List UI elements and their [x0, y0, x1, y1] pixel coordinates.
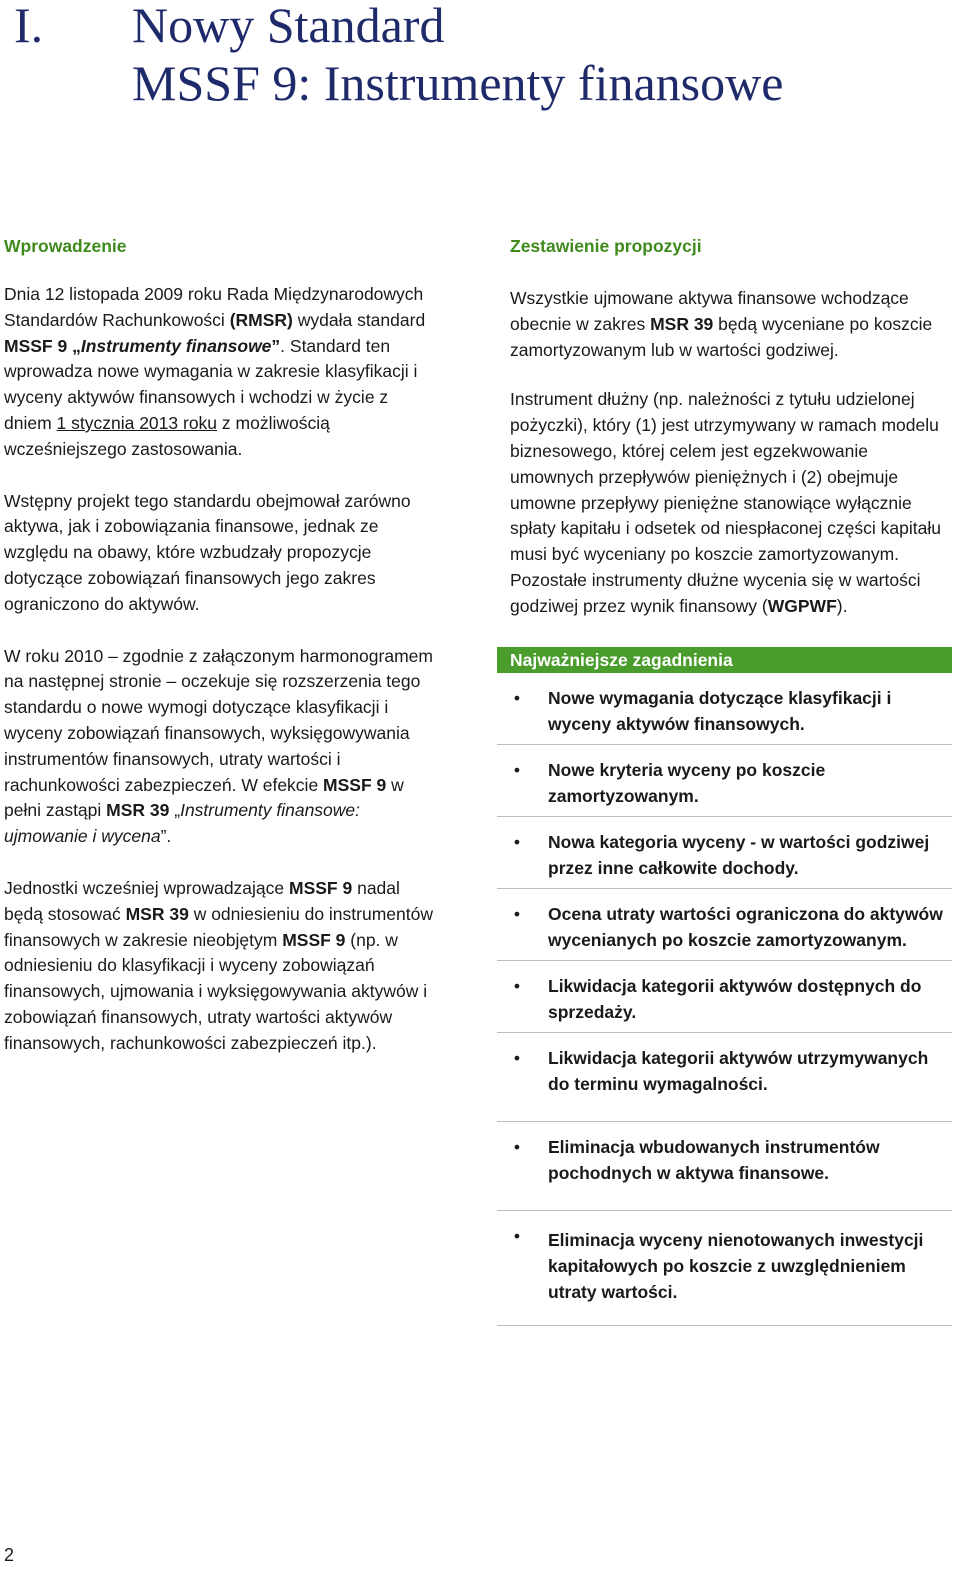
key-issues-banner: Najważniejsze zagadnienia [497, 647, 952, 673]
list-item-text: Eliminacja wyceny nienotowanych inwestycji kapitałowych po koszcie z uwzględnieniem utraty wartości. [548, 1229, 924, 1302]
list-item-text: Ocena utraty wartości ograniczona do aktywów wycenianych po koszcie zamortyzowanym. [548, 903, 943, 950]
list-item-text: Nowe wymagania dotyczące klasyfikacji i wyceny aktywów finansowych. [548, 687, 892, 734]
text-run-bold: MSSF 9 [289, 877, 353, 898]
text-run-bold: MSR 39 [106, 800, 170, 821]
page-number: 2 [4, 1545, 15, 1565]
bullet-icon: • [513, 1047, 521, 1068]
text-run: w pełni zastąpi [4, 774, 404, 821]
text-run: . Standard ten wprowadza nowe wymagania w zakresie klasyfikacji i wyceny aktywów finansowych i wchodzi w życie z dniem [4, 335, 418, 433]
text-run-bold: WGPWF [767, 595, 837, 616]
list-item [497, 1211, 952, 1326]
bullet-icon: • [513, 831, 521, 852]
section-heading-proposals: Zestawienie propozycji [510, 236, 702, 256]
text-run-italic: Instrumenty finansowe: ujmowanie i wycena [4, 800, 361, 847]
right-column [497, 234, 952, 1326]
text-run: nadal będą stosować [4, 877, 400, 924]
text-run-bold: MSSF 9 [323, 774, 387, 795]
bullet-icon: • [513, 903, 521, 924]
text-run-underlined: 1 stycznia 2013 roku [56, 412, 218, 433]
list-item [497, 817, 952, 889]
left-column [4, 234, 440, 1083]
text-run: będą wyceniane po koszcie zamortyzowanym lub w wartości godziwej. [510, 313, 933, 360]
proposals-paragraph-2 [510, 387, 952, 619]
list-item [497, 673, 952, 745]
intro-paragraph-4 [4, 876, 440, 1057]
key-issues-list [497, 673, 952, 1326]
list-item [497, 889, 952, 961]
text-run: Dnia 12 listopada 2009 roku Rada Międzynarodowych Standardów Rachunkowości [4, 284, 424, 330]
list-item-text: Likwidacja kategorii aktywów utrzymywanych do terminu wymagalności. [548, 1047, 929, 1094]
text-run-bold: MSSF 9 [282, 929, 346, 950]
text-run: ”. [160, 826, 172, 847]
chapter-number: I. [14, 0, 44, 53]
text-run: ). [836, 595, 848, 616]
title-lines [132, 0, 783, 112]
intro-paragraph-2: Wstępny projekt tego standardu obejmował zarówno aktywa, jak i zobowiązania finansowe, jednak ze względu na obawy, które wzbudzały propozycje dotyczące zobowiązań finansowych jego zakres ograniczono do aktywów. [4, 490, 411, 614]
text-run: Jednostki wcześniej wprowadzające [4, 877, 289, 898]
list-item [497, 745, 952, 817]
list-item [497, 1033, 952, 1122]
text-run-bold: (RMSR) [229, 309, 293, 330]
list-item [497, 961, 952, 1033]
text-run: (np. w odniesieniu do klasyfikacji i wyceny zobowiązań finansowych, ujmowania i wyksięgowywania aktywów i zobowiązań finansowych, utraty wartości aktywów finansowych, rachunkowości zabezpieczeń itp.). [4, 929, 428, 1053]
bullet-icon: • [513, 975, 521, 996]
text-run-bold: MSR 39 [650, 313, 714, 334]
text-run: W roku 2010 – zgodnie z załączonym harmonogramem na następnej stronie – oczekuje się rozszerzenia tego standardu o nowe wymogi dotyczące klasyfikacji i wyceny zobowiązań finansowych, wyksięgowywania instrumentów finansowych, utraty wartości i rachunkowości zabezpieczeń. W efekcie [4, 645, 433, 795]
text-run: „ [169, 800, 181, 821]
bullet-icon: • [513, 1136, 521, 1157]
text-run-bold-italic: Instrumenty finansowe [80, 335, 272, 356]
bullet-icon: • [513, 759, 521, 780]
text-run: w odniesieniu do instrumentów finansowych w zakresie nieobjętym [4, 903, 433, 950]
text-run-bold: MSR 39 [125, 903, 189, 924]
list-item [497, 1122, 952, 1211]
text-run: Wszystkie ujmowane aktywa finansowe wchodzące obecnie w zakres [510, 288, 909, 334]
title-line-1: Nowy Standard [132, 0, 445, 53]
list-item-text: Nowa kategoria wyceny - w wartości godziwej przez inne całkowite dochody. [548, 831, 930, 878]
bullet-icon: • [513, 687, 521, 708]
list-item-text: Likwidacja kategorii aktywów dostępnych do sprzedaży. [548, 975, 922, 1022]
list-item-text: Eliminacja wbudowanych instrumentów pochodnych w aktywa finansowe. [548, 1136, 880, 1183]
intro-paragraph-1 [4, 282, 440, 463]
title-line-2: MSSF 9: Instrumenty finansowe [132, 55, 784, 111]
text-run-bold: MSSF 9 „ [4, 335, 81, 356]
text-run: wydała standard [292, 309, 426, 330]
text-run: z możliwością wcześniejszego zastosowania. [4, 412, 330, 459]
list-item-text: Nowe kryteria wyceny po koszcie zamortyzowanym. [548, 759, 826, 806]
proposals-paragraph-1 [510, 286, 952, 363]
text-run: Instrument dłużny (np. należności z tytułu udzielonej pożyczki), który (1) jest utrzymywany w ramach modelu biznesowego, której celem jest egzekwowanie umownych przepływów pieniężnych i (2) obejmuje umowne przepływy pieniężne stanowiące wyłącznie spłaty kapitału i odsetek od niespłaconej części kapitału musi być wyceniany po koszcie zamortyzowanym. Pozostałe instrumenty dłużne wycenia się w wartości godziwej przez wynik finansowy ( [510, 389, 941, 616]
bullet-icon: • [513, 1225, 521, 1246]
section-heading-introduction: Wprowadzenie [4, 236, 127, 256]
intro-paragraph-3 [4, 644, 440, 850]
text-run-bold: ” [271, 335, 281, 356]
